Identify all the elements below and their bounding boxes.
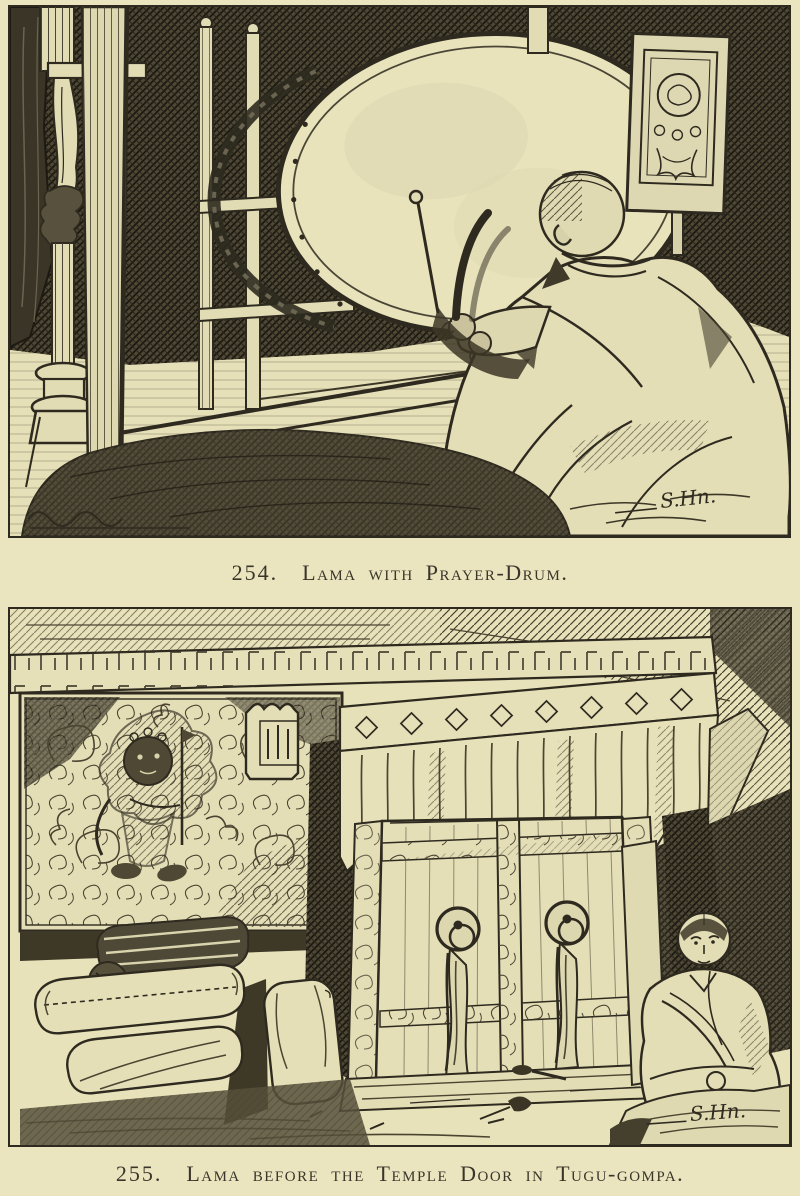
figure-254-plate xyxy=(8,5,791,538)
temple-door-illustration xyxy=(10,609,790,1145)
figure-title: Lama before the Temple Door in Tugu-gompa. xyxy=(186,1161,685,1186)
figure-255-plate xyxy=(8,607,792,1147)
figure-number: 255. xyxy=(115,1161,163,1186)
artist-signature: S.Hn. xyxy=(658,483,718,513)
figure-title: Lama with Prayer-Drum. xyxy=(302,560,569,585)
stand-rear-post xyxy=(528,7,548,53)
stand-front-post xyxy=(82,7,128,475)
artist-signature: S.Hn. xyxy=(689,1098,747,1126)
caption-255 xyxy=(0,1161,800,1187)
figure-number: 254. xyxy=(231,560,279,585)
carved-panel xyxy=(627,33,730,213)
prayer-drum-illustration xyxy=(10,7,789,536)
caption-254 xyxy=(0,560,800,586)
